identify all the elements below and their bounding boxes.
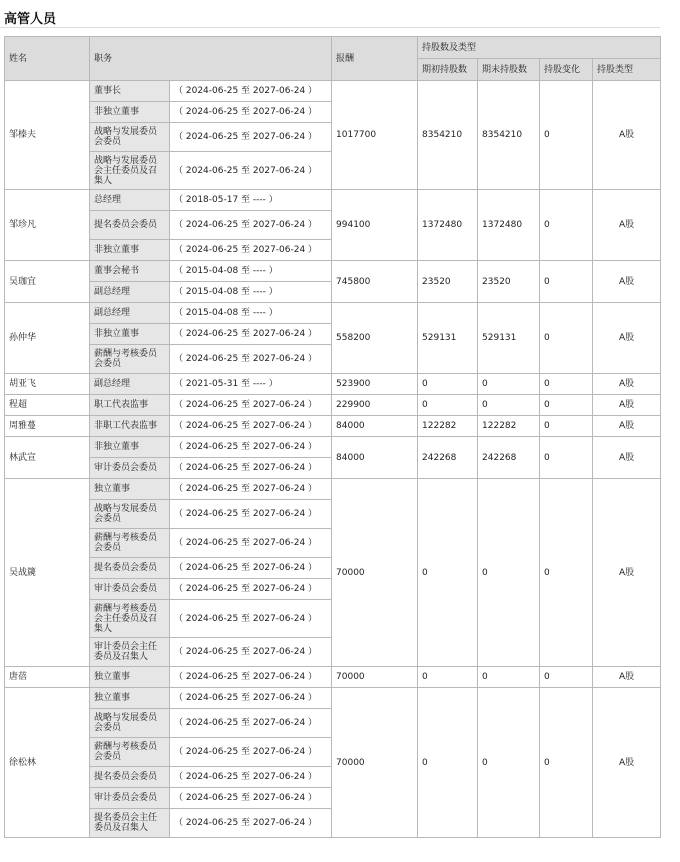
end-shares-value: 0 [478, 374, 540, 395]
person-name: 邹榛夫 [5, 81, 90, 190]
start-shares-value: 0 [418, 395, 478, 416]
position-term: （ 2024-06-25 至 2027-06-24 ） [170, 709, 332, 738]
position-title: 提名委员会委员 [90, 767, 170, 788]
start-shares-value: 529131 [418, 303, 478, 374]
position-title: 薪酬与考核委员会委员 [90, 529, 170, 558]
position-title: 薪酬与考核委员会主任委员及召集人 [90, 600, 170, 638]
pay-value: 84000 [332, 416, 418, 437]
pay-value: 70000 [332, 479, 418, 667]
share-type-value: A股 [593, 303, 661, 374]
table-row [5, 395, 661, 416]
start-shares-value: 0 [418, 667, 478, 688]
position-title: 战略与发展委员会主任委员及召集人 [90, 152, 170, 190]
share-change-value: 0 [540, 374, 593, 395]
position-term: （ 2024-06-25 至 2027-06-24 ） [170, 667, 332, 688]
pay-value: 84000 [332, 437, 418, 479]
position-title: 审计委员会委员 [90, 579, 170, 600]
end-shares-value: 1372480 [478, 190, 540, 261]
header-row [5, 37, 661, 59]
position-term: （ 2024-06-25 至 2027-06-24 ） [170, 788, 332, 809]
position-title: 独立董事 [90, 479, 170, 500]
position-term: （ 2024-06-25 至 2027-06-24 ） [170, 123, 332, 152]
header-share-type: 持股类型 [593, 59, 661, 81]
end-shares-value: 122282 [478, 416, 540, 437]
position-title: 非独立董事 [90, 240, 170, 261]
table-row [5, 303, 661, 324]
end-shares-value: 242268 [478, 437, 540, 479]
share-change-value: 0 [540, 688, 593, 838]
position-title: 总经理 [90, 190, 170, 211]
position-title: 提名委员会委员 [90, 558, 170, 579]
share-type-value: A股 [593, 688, 661, 838]
header-pay: 报酬 [332, 37, 418, 81]
share-change-value: 0 [540, 416, 593, 437]
title-divider [0, 27, 660, 28]
header-start-shares: 期初持股数 [418, 59, 478, 81]
position-title: 非独立董事 [90, 102, 170, 123]
position-term: （ 2015-04-08 至 ---- ） [170, 303, 332, 324]
position-title: 提名委员会主任委员及召集人 [90, 809, 170, 838]
position-title: 非独立董事 [90, 437, 170, 458]
start-shares-value: 1372480 [418, 190, 478, 261]
share-change-value: 0 [540, 303, 593, 374]
table-row [5, 479, 661, 500]
start-shares-value: 8354210 [418, 81, 478, 190]
position-term: （ 2024-06-25 至 2027-06-24 ） [170, 638, 332, 667]
person-name: 林武宣 [5, 437, 90, 479]
header-name: 姓名 [5, 37, 90, 81]
share-type-value: A股 [593, 395, 661, 416]
position-title: 战略与发展委员会委员 [90, 709, 170, 738]
table-row [5, 190, 661, 211]
position-term: （ 2024-06-25 至 2027-06-24 ） [170, 416, 332, 437]
position-term: （ 2024-06-25 至 2027-06-24 ） [170, 738, 332, 767]
share-type-value: A股 [593, 479, 661, 667]
person-name: 胡亚飞 [5, 374, 90, 395]
end-shares-value: 0 [478, 479, 540, 667]
position-term: （ 2024-06-25 至 2027-06-24 ） [170, 529, 332, 558]
position-term: （ 2021-05-31 至 ---- ） [170, 374, 332, 395]
position-title: 副总经理 [90, 303, 170, 324]
position-term: （ 2024-06-25 至 2027-06-24 ） [170, 152, 332, 190]
position-term: （ 2024-06-25 至 2027-06-24 ） [170, 558, 332, 579]
header-position: 职务 [90, 37, 332, 81]
position-term: （ 2024-06-25 至 2027-06-24 ） [170, 81, 332, 102]
start-shares-value: 23520 [418, 261, 478, 303]
table-row [5, 261, 661, 282]
table-row [5, 374, 661, 395]
end-shares-value: 0 [478, 667, 540, 688]
pay-value: 70000 [332, 667, 418, 688]
position-term: （ 2024-06-25 至 2027-06-24 ） [170, 240, 332, 261]
pay-value: 229900 [332, 395, 418, 416]
position-term: （ 2024-06-25 至 2027-06-24 ） [170, 767, 332, 788]
table-row [5, 416, 661, 437]
share-type-value: A股 [593, 437, 661, 479]
position-term: （ 2024-06-25 至 2027-06-24 ） [170, 688, 332, 709]
share-type-value: A股 [593, 190, 661, 261]
end-shares-value: 0 [478, 395, 540, 416]
person-name: 吴珈宜 [5, 261, 90, 303]
share-type-value: A股 [593, 81, 661, 190]
position-title: 战略与发展委员会委员 [90, 123, 170, 152]
share-type-value: A股 [593, 667, 661, 688]
position-term: （ 2024-06-25 至 2027-06-24 ） [170, 437, 332, 458]
position-term: （ 2024-06-25 至 2027-06-24 ） [170, 809, 332, 838]
pay-value: 745800 [332, 261, 418, 303]
position-term: （ 2024-06-25 至 2027-06-24 ） [170, 479, 332, 500]
position-title: 薪酬与考核委员会委员 [90, 345, 170, 374]
position-term: （ 2024-06-25 至 2027-06-24 ） [170, 102, 332, 123]
end-shares-value: 8354210 [478, 81, 540, 190]
header-share-change: 持股变化 [540, 59, 593, 81]
table-body [5, 81, 661, 838]
share-type-value: A股 [593, 416, 661, 437]
table-row [5, 81, 661, 102]
position-term: （ 2024-06-25 至 2027-06-24 ） [170, 500, 332, 529]
position-title: 薪酬与考核委员会委员 [90, 738, 170, 767]
share-type-value: A股 [593, 374, 661, 395]
person-name: 吴战篪 [5, 479, 90, 667]
end-shares-value: 23520 [478, 261, 540, 303]
section-title: 高管人员 [4, 12, 57, 27]
position-title: 职工代表监事 [90, 395, 170, 416]
position-title: 副总经理 [90, 282, 170, 303]
position-term: （ 2024-06-25 至 2027-06-24 ） [170, 324, 332, 345]
end-shares-value: 529131 [478, 303, 540, 374]
pay-value: 994100 [332, 190, 418, 261]
position-title: 独立董事 [90, 688, 170, 709]
header-shares-group: 持股数及类型 [418, 37, 661, 59]
person-name: 程超 [5, 395, 90, 416]
pay-value: 523900 [332, 374, 418, 395]
position-term: （ 2024-06-25 至 2027-06-24 ） [170, 345, 332, 374]
person-name: 邹珍凡 [5, 190, 90, 261]
table-row [5, 688, 661, 709]
position-term: （ 2024-06-25 至 2027-06-24 ） [170, 600, 332, 638]
pay-value: 558200 [332, 303, 418, 374]
position-title: 战略与发展委员会委员 [90, 500, 170, 529]
share-change-value: 0 [540, 81, 593, 190]
position-term: （ 2024-06-25 至 2027-06-24 ） [170, 395, 332, 416]
position-term: （ 2024-06-25 至 2027-06-24 ） [170, 579, 332, 600]
person-name: 唐蓓 [5, 667, 90, 688]
position-title: 非独立董事 [90, 324, 170, 345]
header-end-shares: 期末持股数 [478, 59, 540, 81]
table-row [5, 437, 661, 458]
start-shares-value: 242268 [418, 437, 478, 479]
pay-value: 1017700 [332, 81, 418, 190]
table-row [5, 667, 661, 688]
share-change-value: 0 [540, 437, 593, 479]
start-shares-value: 0 [418, 374, 478, 395]
position-title: 审计委员会委员 [90, 458, 170, 479]
position-title: 董事长 [90, 81, 170, 102]
position-title: 提名委员会委员 [90, 211, 170, 240]
position-term: （ 2024-06-25 至 2027-06-24 ） [170, 458, 332, 479]
position-title: 审计委员会委员 [90, 788, 170, 809]
share-change-value: 0 [540, 395, 593, 416]
position-title: 非职工代表监事 [90, 416, 170, 437]
position-title: 独立董事 [90, 667, 170, 688]
share-change-value: 0 [540, 190, 593, 261]
position-term: （ 2018-05-17 至 ---- ） [170, 190, 332, 211]
position-title: 副总经理 [90, 374, 170, 395]
position-term: （ 2015-04-08 至 ---- ） [170, 261, 332, 282]
position-title: 审计委员会主任委员及召集人 [90, 638, 170, 667]
person-name: 周雅蔓 [5, 416, 90, 437]
person-name: 孙仲华 [5, 303, 90, 374]
start-shares-value: 122282 [418, 416, 478, 437]
share-type-value: A股 [593, 261, 661, 303]
position-title: 董事会秘书 [90, 261, 170, 282]
position-term: （ 2024-06-25 至 2027-06-24 ） [170, 211, 332, 240]
pay-value: 70000 [332, 688, 418, 838]
start-shares-value: 0 [418, 479, 478, 667]
end-shares-value: 0 [478, 688, 540, 838]
person-name: 徐松林 [5, 688, 90, 838]
executives-table [4, 36, 661, 838]
share-change-value: 0 [540, 261, 593, 303]
share-change-value: 0 [540, 479, 593, 667]
position-term: （ 2015-04-08 至 ---- ） [170, 282, 332, 303]
share-change-value: 0 [540, 667, 593, 688]
start-shares-value: 0 [418, 688, 478, 838]
